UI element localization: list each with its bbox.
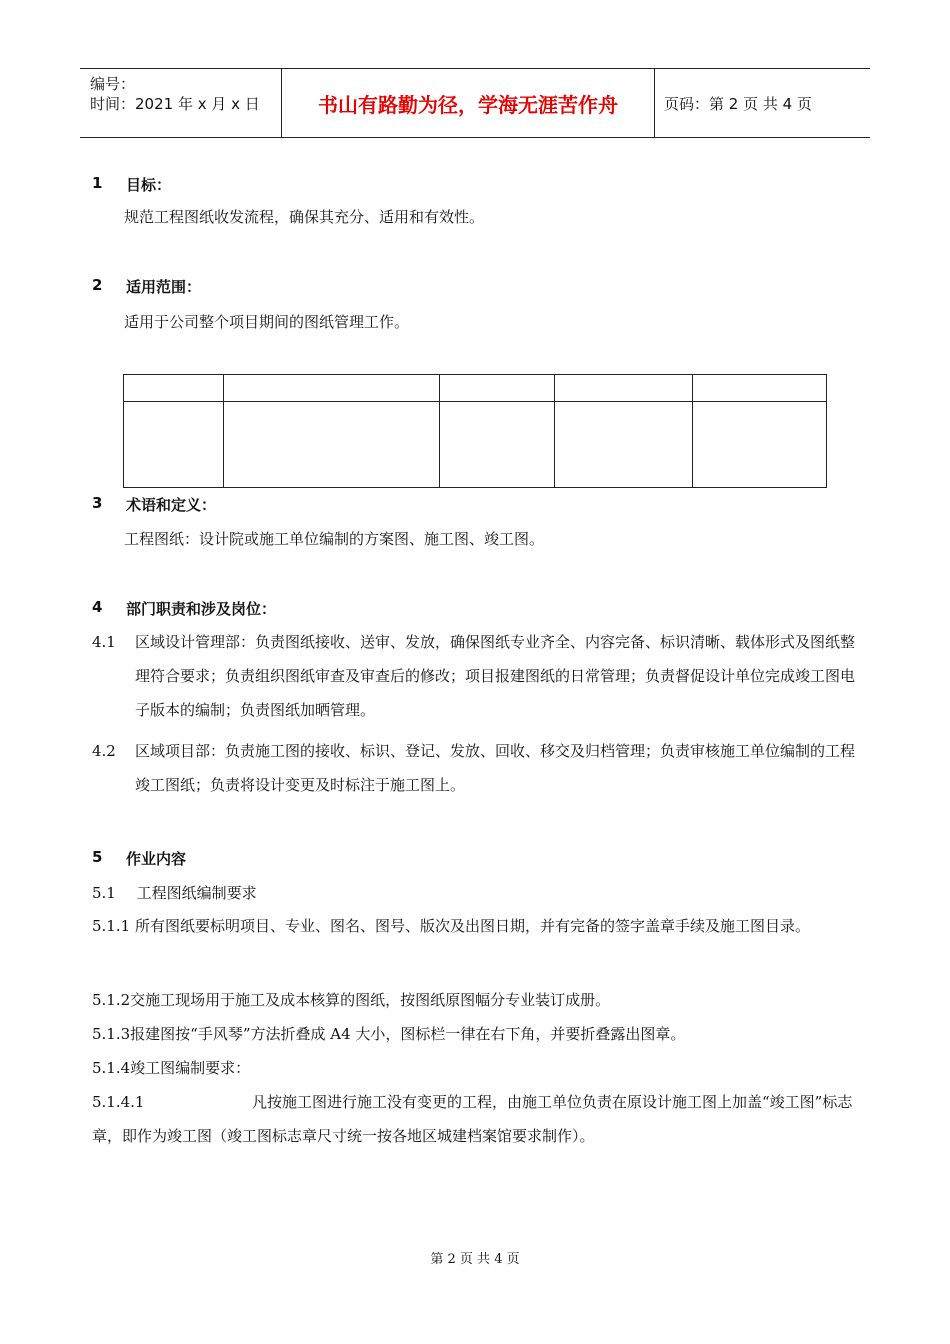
paragraph-number: 4.2 — [92, 742, 116, 760]
paragraph-text: 凡按施工图进行施工没有变更的工程，由施工单位负责在原设计施工图上加盖“竣工图”标志章，即作为竣工图（竣工图标志章尺寸统一按各地区城建档案馆要求制作）。 — [92, 1093, 853, 1145]
paragraph-5-1-4 — [92, 1057, 250, 1078]
section-3-text: 工程图纸：设计院或施工单位编制的方案图、施工图、竣工图。 — [124, 530, 545, 548]
paragraph-4-1 — [92, 625, 860, 727]
table-cell — [693, 402, 827, 488]
paragraph-number: 5.1.2 — [92, 991, 131, 1009]
table-cell — [224, 402, 440, 488]
paragraph-5-1-1 — [92, 909, 860, 977]
section-title: 部门职责和涉及岗位： — [126, 600, 277, 618]
paragraph-text: 竣工图编制要求： — [130, 1059, 251, 1077]
section-number: 1 — [92, 174, 103, 192]
page-footer: 第 2 页 共 4 页 — [430, 1252, 520, 1267]
section-2-text: 适用于公司整个项目期间的图纸管理工作。 — [124, 313, 410, 331]
table-cell — [124, 402, 224, 488]
paragraph-number: 5.1.3 — [92, 1025, 131, 1043]
paragraph-text: 交施工现场用于施工及成本核算的图纸，按图纸原图幅分专业装订成册。 — [130, 991, 611, 1009]
table-row — [124, 375, 827, 402]
document-header — [80, 68, 870, 138]
paragraph-number: 5.1 — [92, 884, 116, 902]
empty-table — [123, 374, 827, 488]
table-cell — [555, 402, 693, 488]
section-number: 2 — [92, 276, 103, 294]
header-page-info: 页码：第 2 页 共 4 页 — [664, 95, 812, 113]
paragraph-text: 报建图按“手风琴”方法折叠成 A4 大小，图标栏一律在右下角，并要折叠露出图章。 — [130, 1025, 686, 1043]
paragraph-4-2 — [92, 734, 860, 802]
paragraph-number: 5.1.4.1 — [92, 1093, 145, 1111]
table-cell — [440, 375, 555, 402]
paragraph-body — [135, 734, 855, 802]
section-number: 4 — [92, 598, 103, 616]
table-cell — [440, 402, 555, 488]
section-title: 目标： — [126, 176, 172, 194]
paragraph-number: 4.1 — [92, 633, 116, 651]
paragraph-body — [135, 625, 855, 727]
paragraph-text: 区域设计管理部：负责图纸接收、送审、发放，确保图纸专业齐全、内容完备、标识清晰、载体形式及图纸整理符合要求；负责组织图纸审查及审查后的修改；项目报建图纸的日常管理；负责督促设计单位完成竣工图电子版本的编制；负责图纸加晒管理。 — [135, 633, 856, 719]
header-meta-cell — [80, 69, 280, 137]
header-motto: 书山有路勤为径，学海无涯苦作舟 — [281, 69, 655, 137]
section-title: 术语和定义： — [126, 496, 217, 514]
section-number: 3 — [92, 494, 103, 512]
table-cell — [124, 375, 224, 402]
paragraph-number: 5.1.4 — [92, 1059, 131, 1077]
paragraph-5-1 — [92, 882, 257, 903]
paragraph-5-1-3 — [92, 1023, 685, 1044]
paragraph-5-1-4-1 — [92, 1085, 860, 1153]
table-cell — [224, 375, 440, 402]
table-row — [124, 402, 827, 488]
paragraph-body — [92, 909, 855, 943]
paragraph-text: 所有图纸要标明项目、专业、图名、图号、版次及出图日期，并有完备的签字盖章手续及施工图目录。 — [135, 917, 811, 935]
paragraph-5-1-2 — [92, 989, 610, 1010]
paragraph-text: 区域项目部：负责施工图的接收、标识、登记、发放、回收、移交及归档管理；负责审核施工单位编制的工程竣工图纸；负责将设计变更及时标注于施工图上。 — [135, 742, 856, 794]
table-cell — [555, 375, 693, 402]
section-title: 作业内容 — [126, 850, 187, 868]
doc-date: 时间：2021 年 x 月 x 日 — [90, 95, 260, 113]
doc-code-label: 编号： — [90, 75, 136, 93]
section-title: 适用范围： — [126, 278, 202, 296]
paragraph-body — [92, 1085, 855, 1153]
paragraph-text: 工程图纸编制要求 — [136, 884, 257, 902]
section-number: 5 — [92, 848, 103, 866]
table-cell — [693, 375, 827, 402]
section-1-text: 规范工程图纸收发流程，确保其充分、适用和有效性。 — [124, 208, 485, 226]
paragraph-number: 5.1.1 — [92, 917, 131, 935]
